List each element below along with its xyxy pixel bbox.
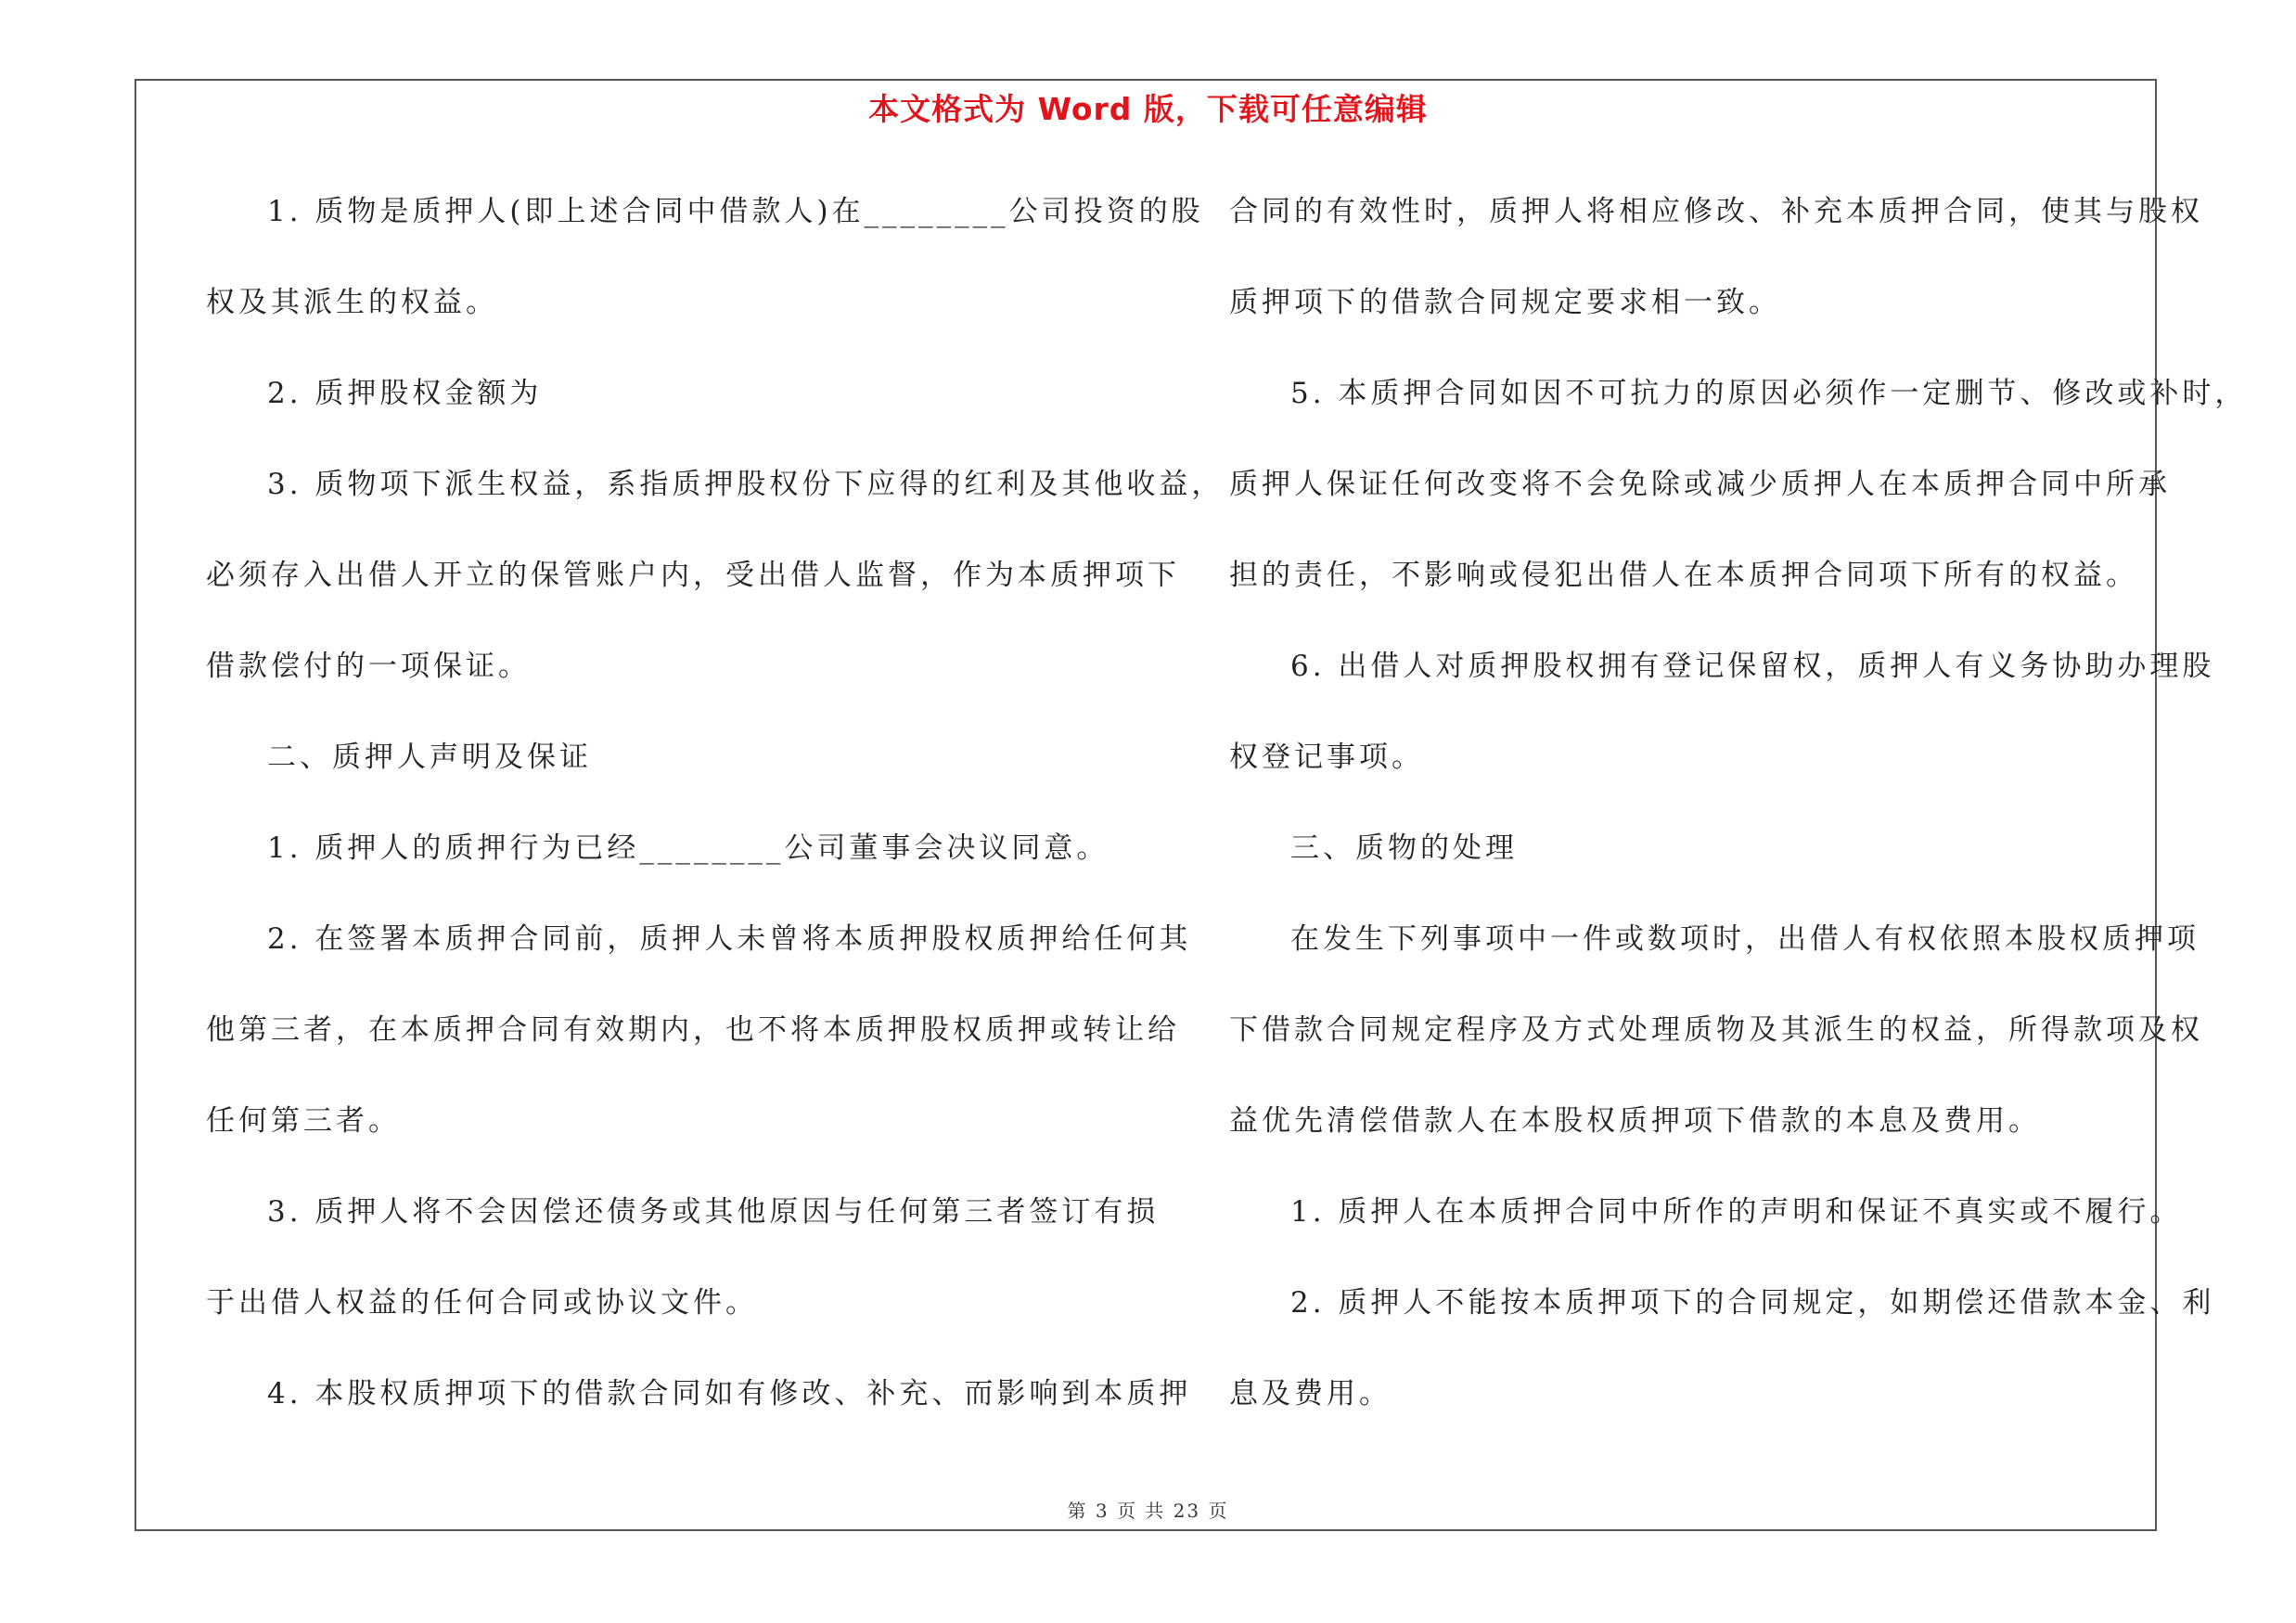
right-column [1229, 182, 2248, 1455]
section-heading: 三、质物的处理 [1290, 831, 1518, 865]
paragraph-line: 5. 本质押合同如因不可抗力的原因必须作一定删节、修改或补时， [1290, 377, 2248, 410]
paragraph-line: 益优先清偿借款人在本股权质押项下借款的本息及费用。 [1229, 1104, 2041, 1138]
paragraph-line: 担的责任，不影响或侵犯出借人在本质押合同项下所有的权益。 [1229, 559, 2138, 592]
paragraph-line: 任何第三者。 [206, 1104, 401, 1138]
paragraph-line: 3. 质物项下派生权益，系指质押股权份下应得的红利及其他收益， [267, 468, 1225, 501]
paragraph-line: 1. 质押人的质押行为已经________公司董事会决议同意。 [267, 831, 1110, 865]
paragraph-line: 2. 在签署本质押合同前，质押人未曾将本质押股权质押给任何其 [267, 922, 1192, 956]
paragraph-line: 权登记事项。 [1229, 741, 1424, 774]
paragraph-line: 质押人保证任何改变将不会免除或减少质押人在本质押合同中所承 [1229, 468, 2171, 501]
paragraph-line: 借款偿付的一项保证。 [206, 650, 531, 683]
paragraph-line: 4. 本股权质押项下的借款合同如有修改、补充、而影响到本质押 [267, 1377, 1192, 1410]
paragraph-line: 合同的有效性时，质押人将相应修改、补充本质押合同，使其与股权 [1229, 195, 2203, 228]
paragraph-line: 他第三者，在本质押合同有效期内，也不将本质押股权质押或转让给 [206, 1013, 1180, 1047]
page-number-footer: 第 3 页 共 23 页 [1067, 1500, 1229, 1522]
paragraph-line: 3. 质押人将不会因偿还债务或其他原因与任何第三者签订有损 [267, 1195, 1160, 1229]
paragraph-line: 1. 质物是质押人(即上述合同中借款人)在________公司投资的股 [267, 195, 1204, 228]
editable-notice-banner: 本文格式为 Word 版，下载可任意编辑 [868, 91, 1428, 127]
paragraph-line: 于出借人权益的任何合同或协议文件。 [206, 1286, 758, 1320]
section-heading: 二、质押人声明及保证 [267, 741, 592, 774]
paragraph-line: 息及费用。 [1229, 1377, 1392, 1410]
paragraph-line: 权及其派生的权益。 [206, 286, 498, 319]
paragraph-line: 6. 出借人对质押股权拥有登记保留权，质押人有义务协助办理股 [1290, 650, 2215, 683]
left-column [206, 182, 1225, 1455]
paragraph-line: 2. 质押股权金额为 [267, 377, 543, 410]
paragraph-line: 下借款合同规定程序及方式处理质物及其派生的权益，所得款项及权 [1229, 1013, 2203, 1047]
paragraph-line: 质押项下的借款合同规定要求相一致。 [1229, 286, 1781, 319]
paragraph-line: 在发生下列事项中一件或数项时，出借人有权依照本股权质押项 [1290, 922, 2200, 956]
paragraph-line: 必须存入出借人开立的保管账户内，受出借人监督，作为本质押项下 [206, 559, 1180, 592]
paragraph-line: 2. 质押人不能按本质押项下的合同规定，如期偿还借款本金、利 [1290, 1286, 2215, 1320]
paragraph-line: 1. 质押人在本质押合同中所作的声明和保证不真实或不履行。 [1290, 1195, 2183, 1229]
